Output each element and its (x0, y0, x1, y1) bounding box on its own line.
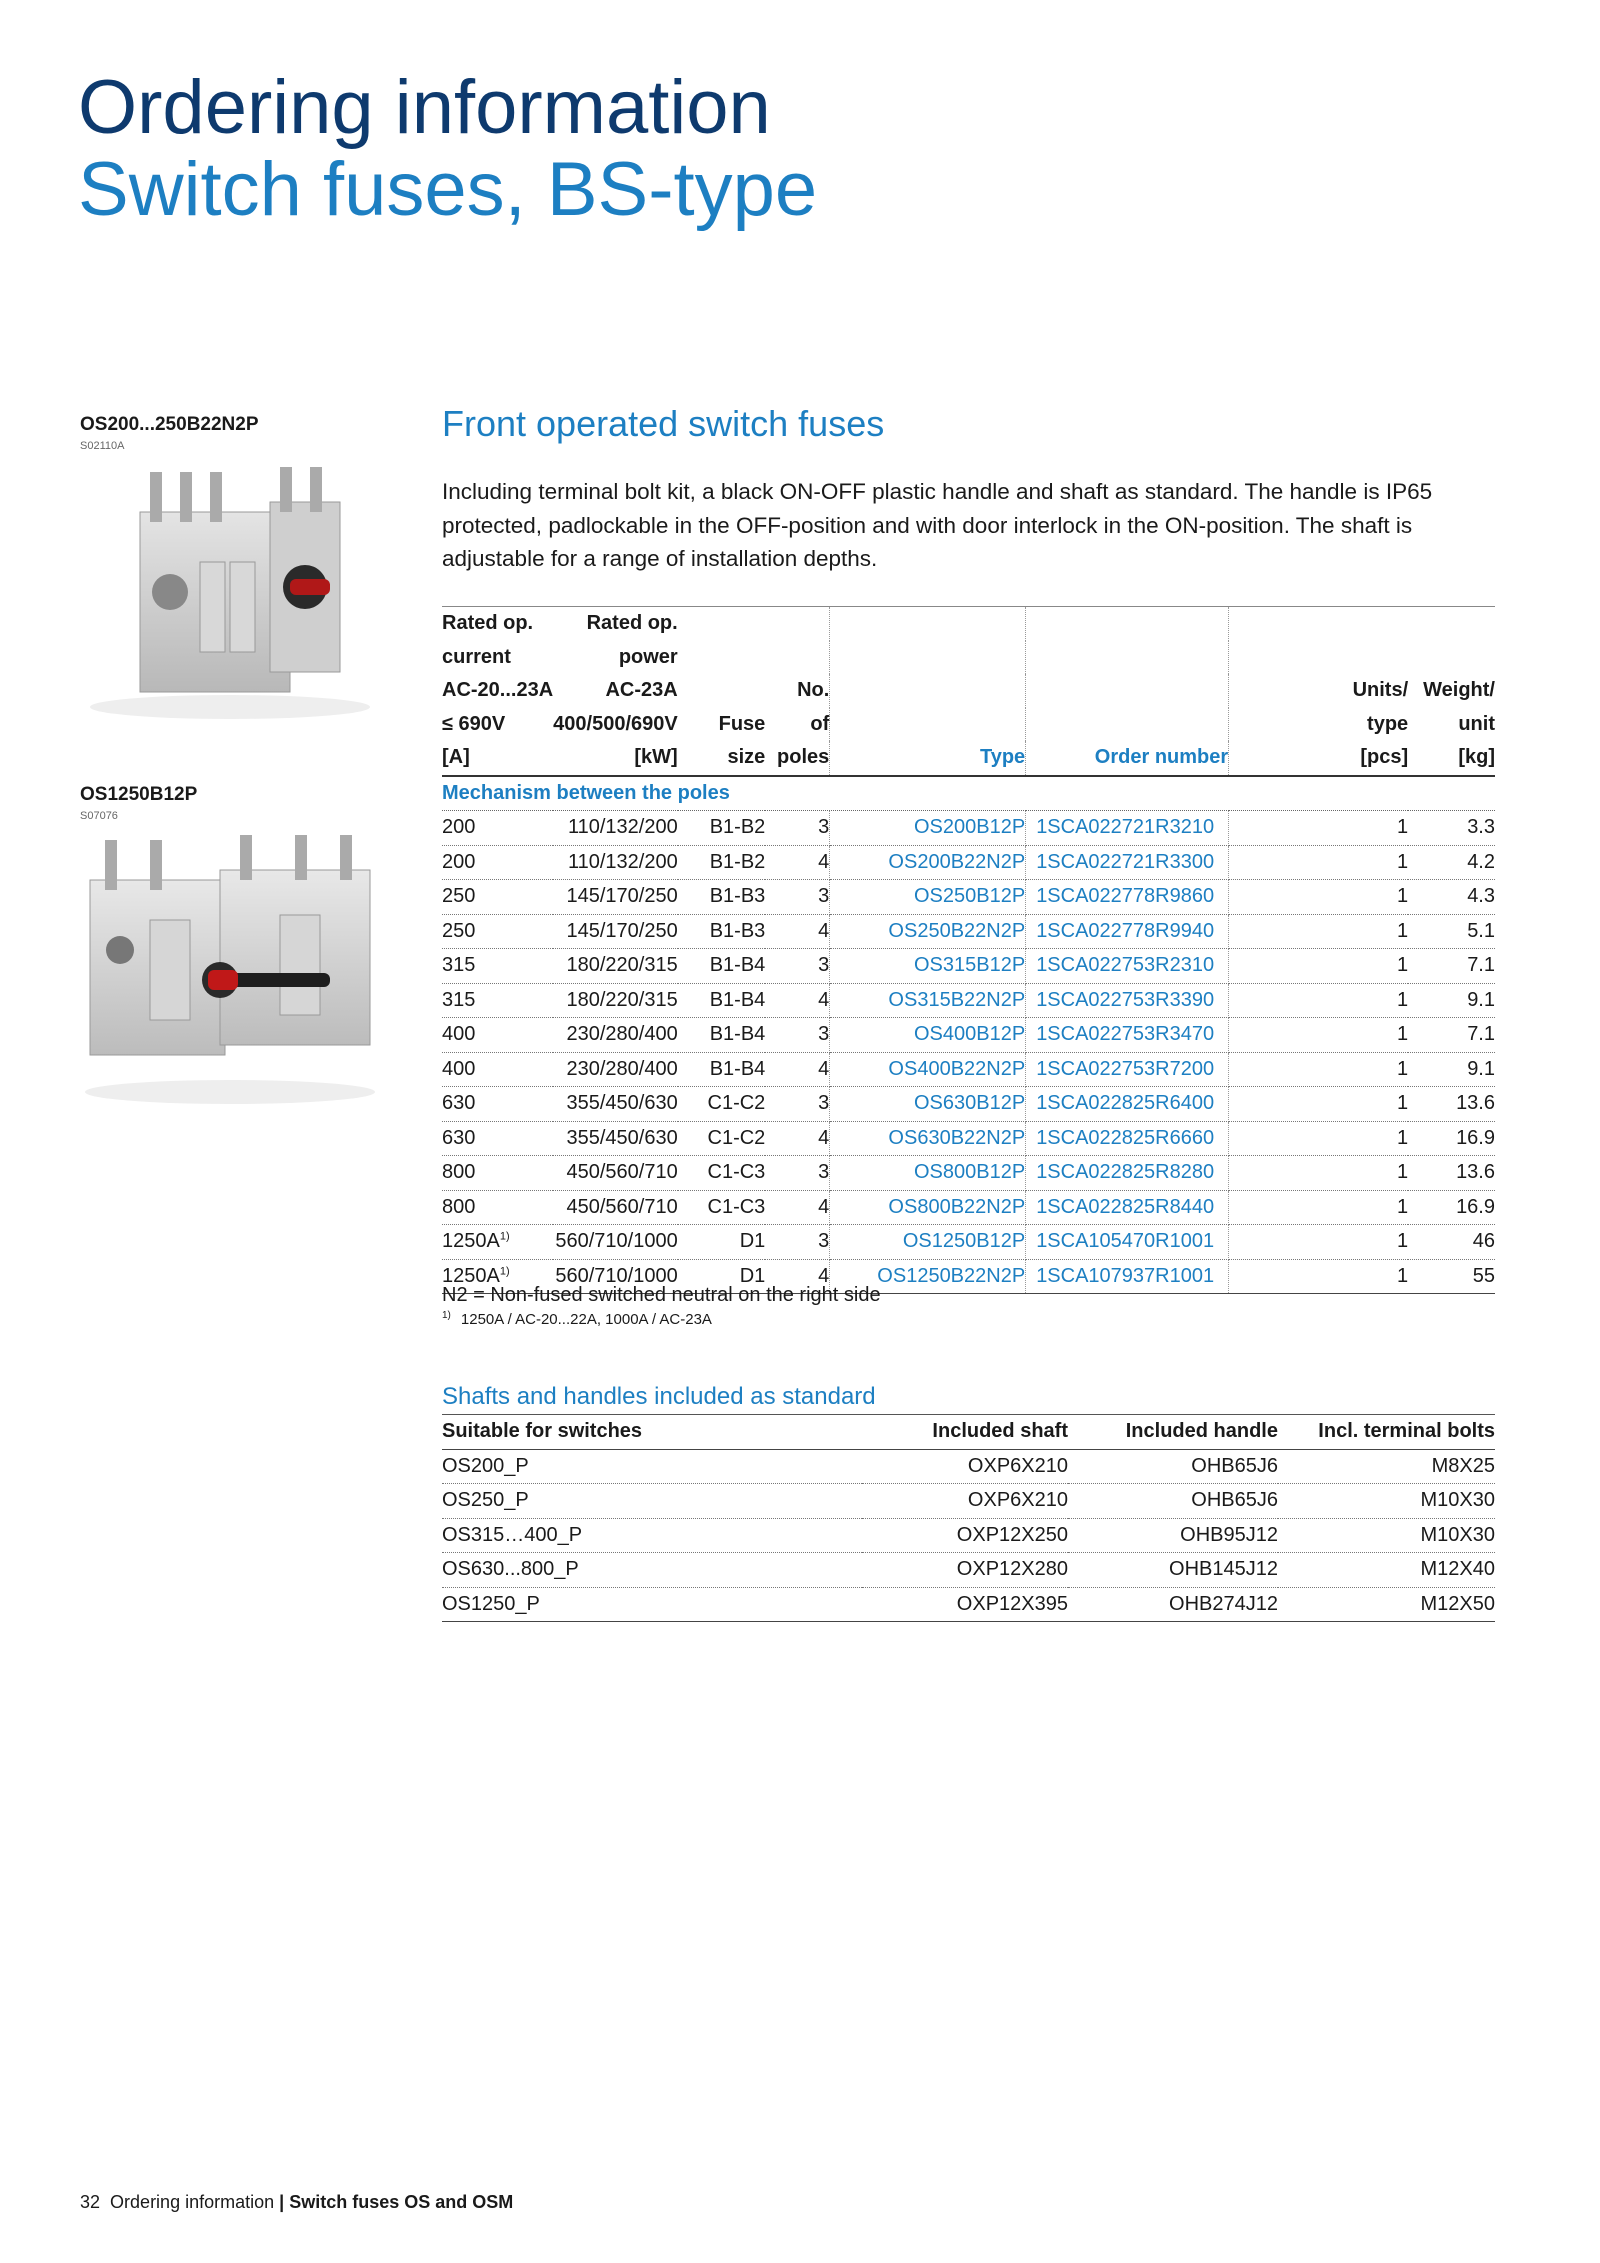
cell-bolts: M10X30 (1278, 1484, 1495, 1519)
cell-switches: OS250_P (442, 1484, 862, 1519)
cell-type: OS630B12P (830, 1087, 1026, 1122)
cell-power: 110/132/200 (553, 845, 678, 880)
cell-units: 1 (1229, 1225, 1409, 1260)
table-row (442, 811, 1495, 846)
shafts-row (442, 1553, 1495, 1588)
cell-bolts: M10X30 (1278, 1518, 1495, 1553)
cell-fuse-size: B1-B2 (678, 845, 766, 880)
cell-units: 1 (1229, 1259, 1409, 1294)
shafts-header-bolts: Incl. terminal bolts (1278, 1415, 1495, 1450)
cell-power: 355/450/630 (553, 1087, 678, 1122)
header-current-1: Rated op. (442, 612, 534, 634)
cell-type: OS200B12P (830, 811, 1026, 846)
cell-units: 1 (1229, 845, 1409, 880)
shafts-row (442, 1587, 1495, 1622)
cell-handle: OHB274J12 (1068, 1587, 1278, 1622)
current-value: 800 (442, 1161, 476, 1183)
cell-fuse-size: B1-B4 (678, 1018, 766, 1053)
cell-handle: OHB145J12 (1068, 1553, 1278, 1588)
table-row (442, 1087, 1495, 1122)
cell-current (442, 1156, 553, 1191)
cell-order-number: 1SCA107937R1001 (1026, 1259, 1229, 1294)
shafts-header-row (442, 1415, 1495, 1450)
neutral-note: N2 = Non-fused switched neutral on the right side (442, 1284, 881, 1306)
cell-switches: OS630...800_P (442, 1553, 862, 1588)
cell-poles: 4 (765, 1121, 829, 1156)
cell-type: OS1250B12P (830, 1225, 1026, 1260)
footer-section: Ordering information (110, 2192, 275, 2212)
cell-order-number: 1SCA022825R8280 (1026, 1156, 1229, 1191)
cell-type: OS630B22N2P (830, 1121, 1026, 1156)
product-image-os1250 (80, 830, 380, 1110)
cell-poles: 4 (765, 1259, 829, 1294)
table-row (442, 949, 1495, 984)
cell-bolts: M12X40 (1278, 1553, 1495, 1588)
header-units-1: Units/ (1352, 679, 1409, 701)
cell-current (442, 1225, 553, 1260)
cell-type: OS250B22N2P (830, 914, 1026, 949)
cell-fuse-size: B1-B3 (678, 880, 766, 915)
cell-weight: 16.9 (1408, 1121, 1495, 1156)
header-current-2: current (442, 645, 511, 668)
cell-poles: 4 (765, 1190, 829, 1225)
shafts-row (442, 1518, 1495, 1553)
cell-handle: OHB65J6 (1068, 1484, 1278, 1519)
cell-fuse-size: B1-B4 (678, 949, 766, 984)
cell-type: OS400B12P (830, 1018, 1026, 1053)
table-row (442, 880, 1495, 915)
cell-order-number: 1SCA022825R8440 (1026, 1190, 1229, 1225)
cell-weight: 16.9 (1408, 1190, 1495, 1225)
cell-units: 1 (1229, 949, 1409, 984)
cell-fuse-size: C1-C2 (678, 1121, 766, 1156)
cell-weight: 4.2 (1408, 845, 1495, 880)
footnote-text: 1250A / AC-20...22A, 1000A / AC-23A (460, 1311, 712, 1328)
cell-fuse-size: C1-C3 (678, 1156, 766, 1191)
current-value: 1250A (442, 1264, 500, 1287)
cell-units: 1 (1229, 1087, 1409, 1122)
cell-fuse-size: C1-C2 (678, 1087, 766, 1122)
product-label-2: OS1250B12P (80, 784, 198, 805)
footnote-ref: 1) (499, 1264, 510, 1277)
cell-fuse-size: B1-B3 (678, 914, 766, 949)
footer-doc-title: Switch fuses OS and OSM (289, 2192, 514, 2212)
cell-order-number: 1SCA105470R1001 (1026, 1225, 1229, 1260)
cell-power: 560/710/1000 (553, 1259, 678, 1294)
cell-weight: 46 (1408, 1225, 1495, 1260)
table-row (442, 1190, 1495, 1225)
cell-shaft: OXP12X250 (862, 1518, 1068, 1553)
current-value: 800 (442, 1195, 476, 1218)
cell-switches: OS315…400_P (442, 1518, 862, 1553)
cell-power: 180/220/315 (553, 983, 678, 1018)
table-row (442, 1121, 1495, 1156)
cell-order-number: 1SCA022825R6660 (1026, 1121, 1229, 1156)
cell-shaft: OXP6X210 (862, 1484, 1068, 1519)
cell-order-number: 1SCA022753R3390 (1026, 983, 1229, 1018)
current-value: 630 (442, 1126, 476, 1149)
table-row (442, 1052, 1495, 1087)
footnote (442, 1311, 712, 1328)
cell-units: 1 (1229, 1156, 1409, 1191)
footnote-ref: 1) (499, 1230, 510, 1243)
header-units-2: type (1367, 712, 1409, 735)
cell-fuse-size: C1-C3 (678, 1190, 766, 1225)
table-header-row (442, 741, 1495, 776)
cell-poles: 4 (765, 914, 829, 949)
cell-units: 1 (1229, 880, 1409, 915)
cell-current (442, 983, 553, 1018)
cell-power: 145/170/250 (553, 880, 678, 915)
cell-type: OS315B12P (830, 949, 1026, 984)
group-label: Mechanism between the poles (442, 776, 1495, 811)
cell-power: 110/132/200 (553, 811, 678, 846)
header-weight-1: Weight/ (1423, 679, 1495, 701)
header-weight-2: unit (1458, 712, 1495, 735)
cell-handle: OHB95J12 (1068, 1518, 1278, 1553)
cell-power: 450/560/710 (553, 1156, 678, 1191)
cell-shaft: OXP6X210 (862, 1449, 1068, 1484)
cell-order-number: 1SCA022753R2310 (1026, 949, 1229, 984)
header-fuse-1: Fuse (718, 712, 766, 735)
cell-poles: 3 (765, 1018, 829, 1053)
cell-current (442, 1052, 553, 1087)
cell-current (442, 880, 553, 915)
cell-units: 1 (1229, 1121, 1409, 1156)
header-poles-1: No. (765, 674, 829, 708)
current-value: 315 (442, 988, 476, 1011)
cell-weight: 13.6 (1408, 1156, 1495, 1191)
current-value: 1250A (442, 1230, 500, 1252)
cell-handle: OHB65J6 (1068, 1449, 1278, 1484)
current-value: 250 (442, 885, 476, 907)
cell-current (442, 1190, 553, 1225)
cell-fuse-size: D1 (678, 1259, 766, 1294)
header-current-4: ≤ 690V (442, 712, 506, 735)
cell-type: OS400B22N2P (830, 1052, 1026, 1087)
cell-current (442, 1018, 553, 1053)
cell-weight: 3.3 (1408, 811, 1495, 846)
table-row (442, 1018, 1495, 1053)
cell-order-number: 1SCA022753R3470 (1026, 1018, 1229, 1053)
cell-order-number: 1SCA022721R3210 (1026, 811, 1229, 846)
cell-current (442, 845, 553, 880)
cell-bolts: M12X50 (1278, 1587, 1495, 1622)
table-row (442, 1225, 1495, 1260)
current-value: 315 (442, 954, 476, 976)
header-type: Type (830, 741, 1026, 776)
page-title-line2: Switch fuses, BS-type (78, 147, 818, 232)
cell-current (442, 1121, 553, 1156)
header-power-5: [kW] (553, 741, 678, 776)
section-intro: Including terminal bolt kit, a black ON-OFF plastic handle and shaft as standard. The handle is IP65 protected, padlockable in the OFF-position and with door interlock in the ON-position. The shaft is adjustable for a range of installation depths. (442, 479, 1433, 571)
header-power-3: AC-23A (605, 679, 678, 701)
header-order-number: Order number (1026, 741, 1229, 776)
shafts-header-shaft: Included shaft (862, 1415, 1068, 1450)
cell-power: 230/280/400 (553, 1018, 678, 1053)
product-label-1: OS200...250B22N2P (80, 414, 259, 435)
cell-units: 1 (1229, 914, 1409, 949)
header-poles-2: of (765, 708, 829, 742)
section-title: Front operated switch fuses (442, 403, 885, 444)
cell-order-number: 1SCA022778R9860 (1026, 880, 1229, 915)
cell-power: 355/450/630 (553, 1121, 678, 1156)
header-poles-3: poles (765, 741, 829, 776)
cell-units: 1 (1229, 983, 1409, 1018)
shafts-row (442, 1449, 1495, 1484)
cell-fuse-size: B1-B4 (678, 983, 766, 1018)
table-row (442, 914, 1495, 949)
cell-order-number: 1SCA022721R3300 (1026, 845, 1229, 880)
cell-order-number: 1SCA022778R9940 (1026, 914, 1229, 949)
footer-separator: | (279, 2192, 285, 2212)
cell-current (442, 1087, 553, 1122)
cell-shaft: OXP12X395 (862, 1587, 1068, 1622)
shafts-section-title: Shafts and handles included as standard (442, 1383, 876, 1410)
cell-fuse-size: D1 (678, 1225, 766, 1260)
table-header-row (442, 708, 1495, 742)
cell-switches: OS200_P (442, 1449, 862, 1484)
header-weight-3: [kg] (1408, 741, 1495, 776)
header-power-4: 400/500/690V (553, 712, 678, 735)
cell-power: 180/220/315 (553, 949, 678, 984)
cell-type: OS315B22N2P (830, 983, 1026, 1018)
cell-current (442, 811, 553, 846)
cell-units: 1 (1229, 1190, 1409, 1225)
cell-weight: 5.1 (1408, 914, 1495, 949)
cell-fuse-size: B1-B4 (678, 1052, 766, 1087)
cell-bolts: M8X25 (1278, 1449, 1495, 1484)
cell-order-number: 1SCA022825R6400 (1026, 1087, 1229, 1122)
header-fuse-2: size (678, 741, 766, 776)
cell-units: 1 (1229, 811, 1409, 846)
shafts-header-switches: Suitable for switches (442, 1415, 862, 1450)
cell-weight: 9.1 (1408, 1052, 1495, 1087)
cell-weight: 7.1 (1408, 1018, 1495, 1053)
header-current-5: [A] (442, 741, 553, 776)
cell-current (442, 949, 553, 984)
product-image-os200 (80, 462, 380, 722)
cell-weight: 13.6 (1408, 1087, 1495, 1122)
page-title-line1: Ordering information (78, 65, 771, 150)
cell-poles: 3 (765, 949, 829, 984)
footnote-marker: 1) (442, 1310, 451, 1321)
table-header-row (442, 674, 1495, 708)
cell-units: 1 (1229, 1052, 1409, 1087)
cell-weight: 55 (1408, 1259, 1495, 1294)
header-power-1: Rated op. (586, 612, 678, 634)
current-value: 250 (442, 919, 476, 942)
shafts-row (442, 1484, 1495, 1519)
current-value: 630 (442, 1092, 476, 1114)
table-row (442, 1156, 1495, 1191)
cell-poles: 3 (765, 811, 829, 846)
cell-power: 230/280/400 (553, 1052, 678, 1087)
cell-poles: 4 (765, 845, 829, 880)
cell-fuse-size: B1-B2 (678, 811, 766, 846)
cell-units: 1 (1229, 1018, 1409, 1053)
cell-power: 560/710/1000 (553, 1225, 678, 1260)
page-footer (80, 2192, 513, 2213)
header-current-3: AC-20...23A (442, 679, 554, 701)
current-value: 200 (442, 850, 476, 873)
current-value: 400 (442, 1023, 476, 1045)
cell-poles: 3 (765, 1225, 829, 1260)
ordering-table (442, 606, 1495, 1294)
footer-page-number: 32 (80, 2192, 101, 2212)
cell-shaft: OXP12X280 (862, 1553, 1068, 1588)
header-power-2: power (618, 645, 678, 668)
cell-type: OS250B12P (830, 880, 1026, 915)
cell-type: OS1250B22N2P (830, 1259, 1026, 1294)
cell-poles: 3 (765, 880, 829, 915)
cell-type: OS800B12P (830, 1156, 1026, 1191)
shafts-header-handle: Included handle (1068, 1415, 1278, 1450)
table-header-row (442, 641, 1495, 675)
cell-type: OS200B22N2P (830, 845, 1026, 880)
cell-power: 145/170/250 (553, 914, 678, 949)
cell-poles: 4 (765, 983, 829, 1018)
cell-switches: OS1250_P (442, 1587, 862, 1622)
table-row (442, 845, 1495, 880)
cell-poles: 3 (765, 1156, 829, 1191)
cell-type: OS800B22N2P (830, 1190, 1026, 1225)
product-code-2: S07076 (80, 810, 118, 822)
group-row (442, 776, 1495, 811)
current-value: 400 (442, 1057, 476, 1080)
cell-weight: 4.3 (1408, 880, 1495, 915)
cell-poles: 3 (765, 1087, 829, 1122)
table-row (442, 983, 1495, 1018)
current-value: 200 (442, 816, 476, 838)
shafts-table (442, 1414, 1495, 1622)
cell-current (442, 914, 553, 949)
cell-weight: 7.1 (1408, 949, 1495, 984)
product-code-1: S02110A (80, 440, 125, 452)
cell-poles: 4 (765, 1052, 829, 1087)
table-header-row (442, 607, 1495, 641)
header-units-3: [pcs] (1229, 741, 1409, 776)
cell-order-number: 1SCA022753R7200 (1026, 1052, 1229, 1087)
cell-power: 450/560/710 (553, 1190, 678, 1225)
cell-weight: 9.1 (1408, 983, 1495, 1018)
